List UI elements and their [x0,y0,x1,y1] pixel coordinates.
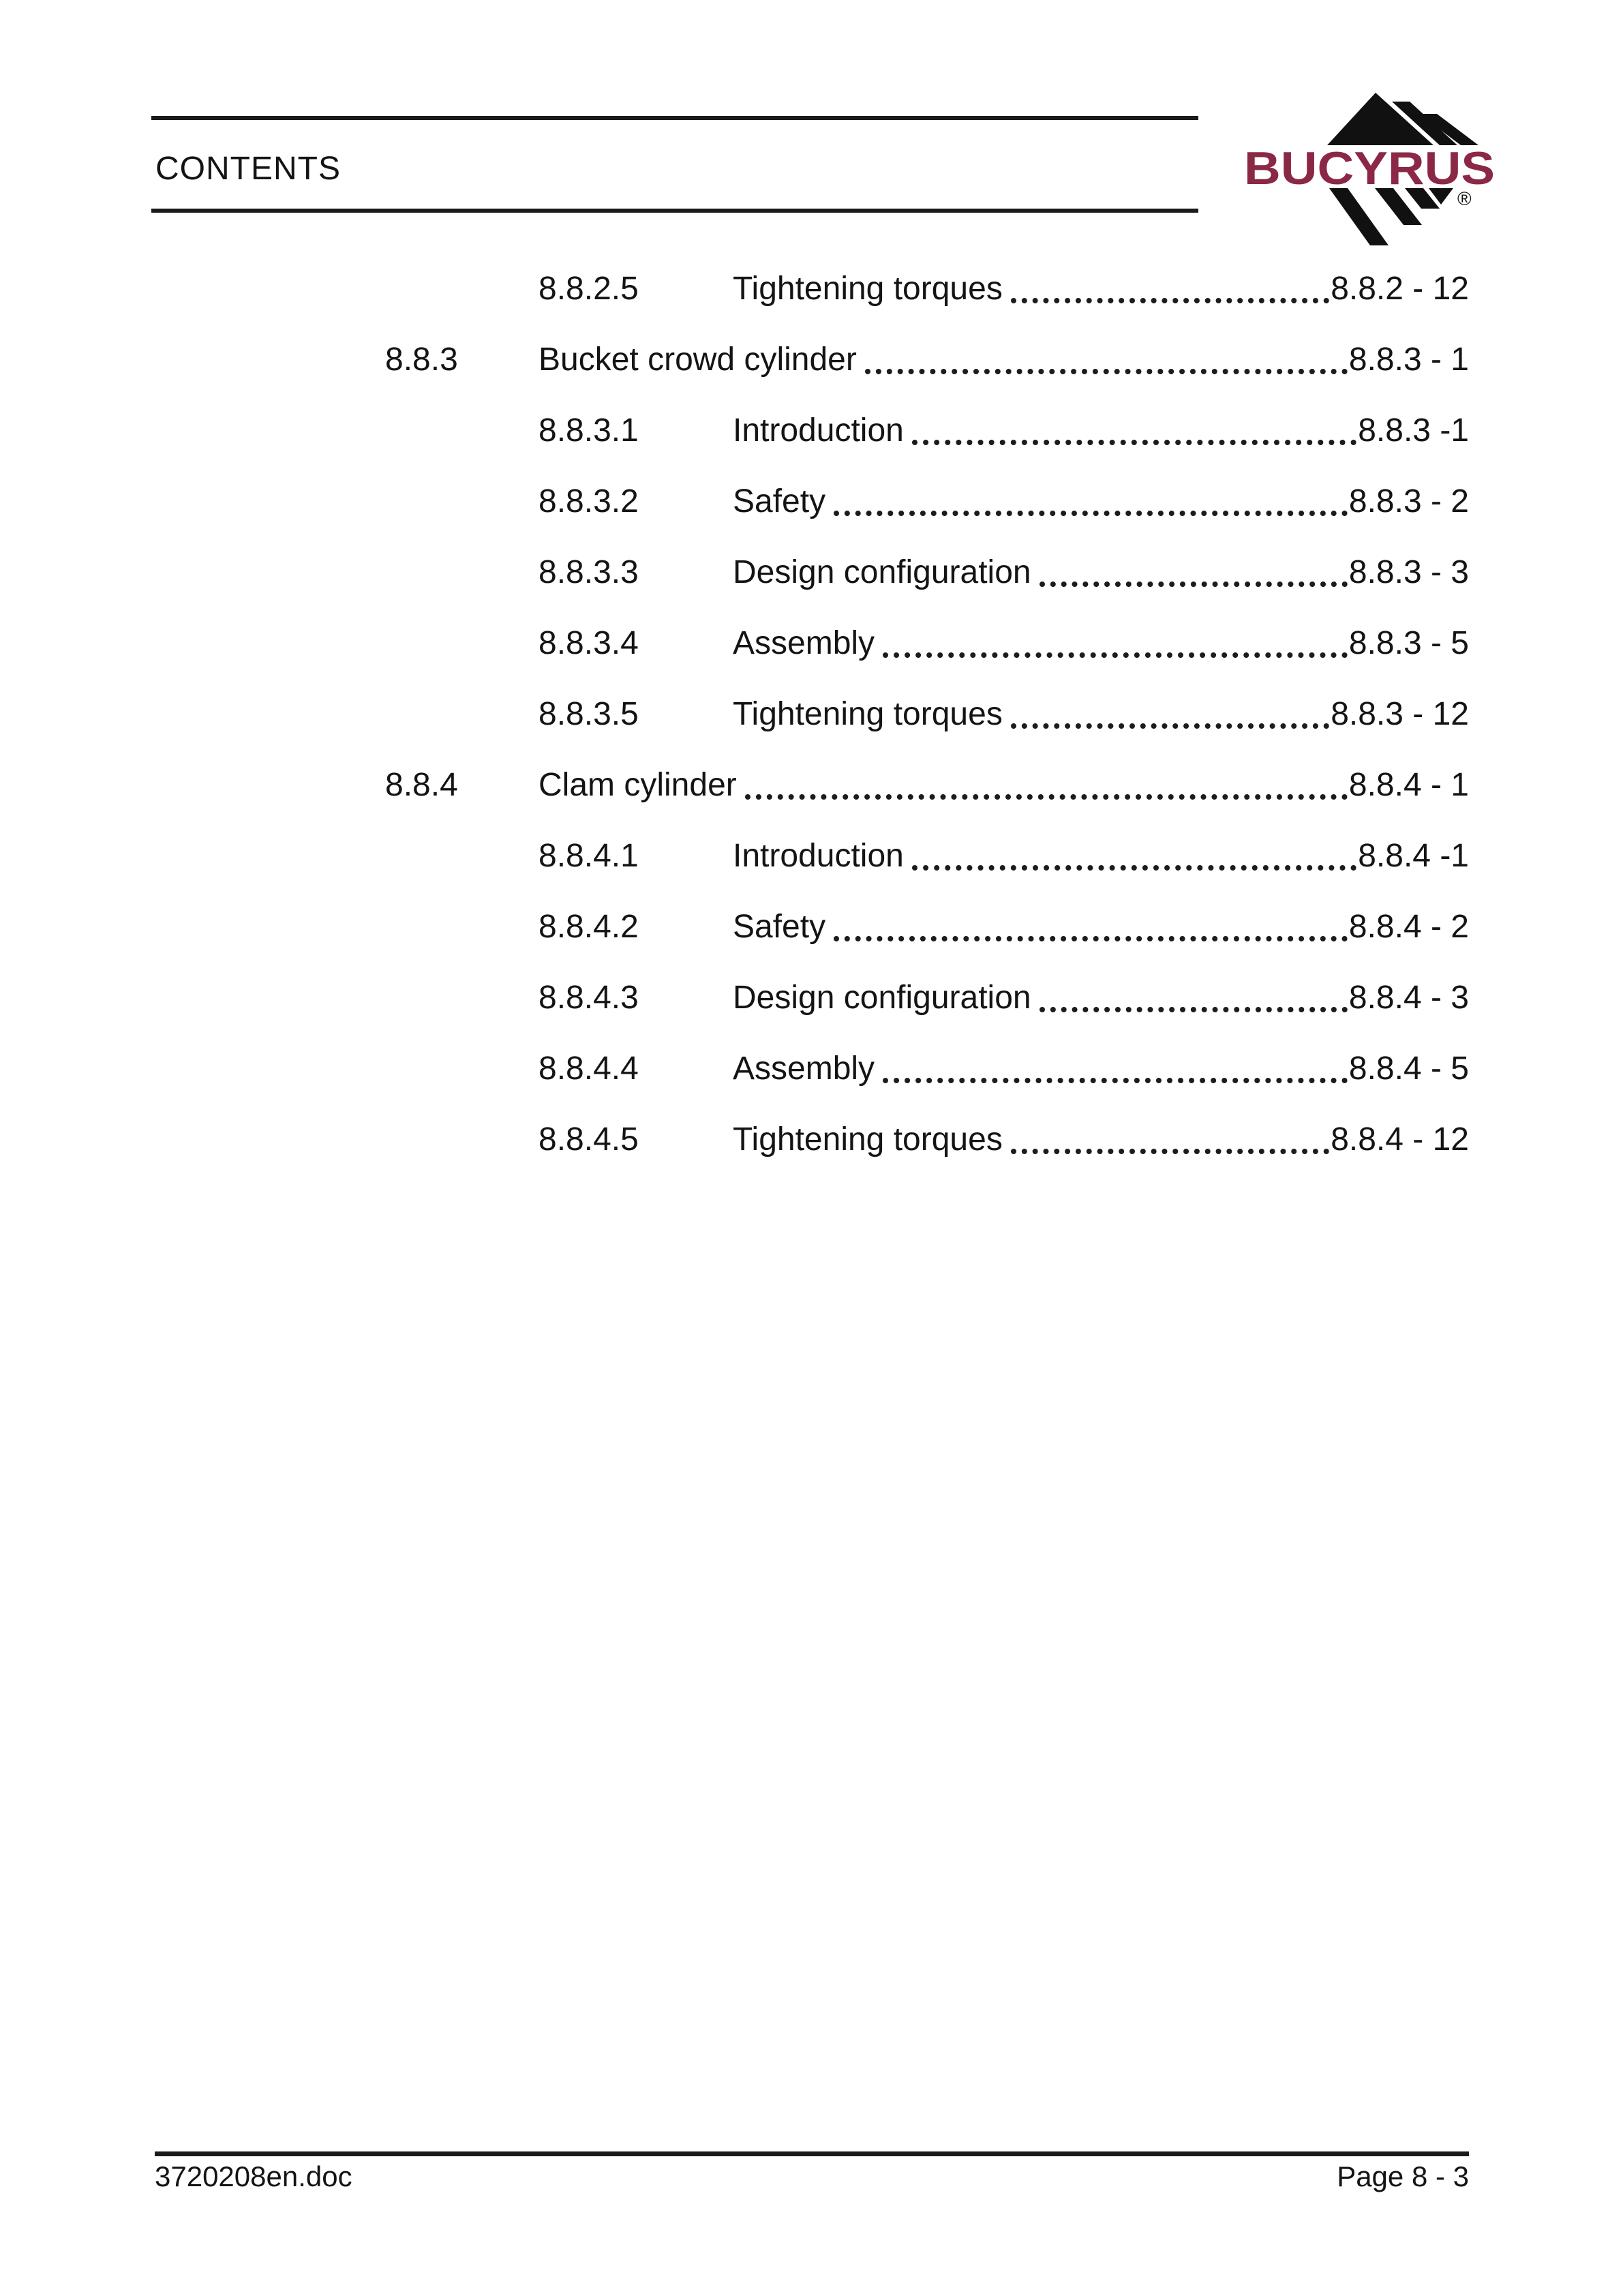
dot-leader [834,511,1348,516]
toc-entry [155,679,1469,750]
dot-leader [912,440,1356,445]
toc-entry-title: Design configuration [733,554,1031,590]
toc-entry-number: 8.8.4.5 [539,1121,639,1158]
toc-entry [155,254,1469,324]
dot-leader [883,1078,1348,1083]
page-title: CONTENTS [155,151,341,187]
toc-entry-page: 8.8.3 - 1 [1348,342,1469,378]
toc-entry-page: 8.8.3 - 12 [1331,696,1469,732]
toc-entry-title: Tightening torques [733,271,1003,307]
page-footer [155,2158,1469,2196]
table-of-contents [155,254,1469,1175]
toc-entry-page: 8.8.4 - 2 [1348,909,1469,945]
header-rule-bottom [151,209,1198,213]
toc-entry-title: Bucket crowd cylinder [539,342,857,378]
dot-leader [745,794,1348,800]
dot-leader [1011,1149,1329,1154]
footer-page-number: Page 8 - 3 [1337,2160,1469,2192]
toc-entry-page: 8.8.4 - 1 [1348,767,1469,803]
toc-entry-title: Safety [733,483,826,519]
dot-leader [834,936,1348,941]
toc-entry-page: 8.8.4 - 5 [1348,1051,1469,1087]
toc-entry-number: 8.8.4.3 [539,980,639,1016]
toc-entry [155,466,1469,537]
toc-entry-number: 8.8.3.1 [539,412,639,449]
dot-leader [865,369,1348,374]
toc-entry-number: 8.8.4.2 [539,909,639,945]
toc-entry [155,963,1469,1033]
toc-entry-title: Safety [733,909,826,945]
toc-entry-number: 8.8.3.4 [539,625,639,661]
toc-entry-number: 8.8.3 [385,342,458,378]
toc-entry-title: Introduction [733,838,904,874]
toc-entry-title: Clam cylinder [539,767,737,803]
bucyrus-logo [1241,80,1506,278]
toc-entry [155,1104,1469,1175]
brand-wordmark: BUCYRUS [1244,142,1495,194]
toc-entry [155,892,1469,963]
toc-entry-page: 8.8.3 -1 [1358,412,1469,449]
toc-entry [155,537,1469,608]
toc-entry-number: 8.8.4 [385,767,458,803]
toc-entry-title: Tightening torques [733,1121,1003,1158]
dot-leader [1040,581,1348,587]
footer-rule [155,2151,1469,2156]
toc-entry-title: Assembly [733,625,875,661]
toc-entry-page: 8.8.3 - 3 [1348,554,1469,590]
dot-leader [1011,298,1329,303]
header-rule-top [151,116,1198,120]
toc-entry-page: 8.8.4 - 3 [1348,980,1469,1016]
toc-entry-number: 8.8.3.5 [539,696,639,732]
toc-entry [155,1033,1469,1104]
toc-entry-page: 8.8.4 - 12 [1331,1121,1469,1158]
toc-entry-number: 8.8.4.4 [539,1051,639,1087]
dot-leader [883,652,1348,658]
toc-entry-title: Tightening torques [733,696,1003,732]
dot-leader [912,865,1356,871]
toc-entry-page: 8.8.4 -1 [1358,838,1469,874]
dot-leader [1011,723,1329,729]
toc-entry-page: 8.8.3 - 5 [1348,625,1469,661]
toc-entry-title: Assembly [733,1051,875,1087]
toc-entry-number: 8.8.3.2 [539,483,639,519]
toc-entry [155,750,1469,821]
registered-trademark-icon: ® [1457,188,1472,209]
toc-entry-page: 8.8.2 - 12 [1331,271,1469,307]
toc-entry [155,324,1469,395]
toc-entry-page: 8.8.3 - 2 [1348,483,1469,519]
toc-entry [155,821,1469,892]
toc-entry [155,608,1469,679]
dot-leader [1040,1007,1348,1012]
toc-entry [155,395,1469,466]
toc-entry-title: Design configuration [733,980,1031,1016]
toc-entry-number: 8.8.3.3 [539,554,639,590]
toc-entry-title: Introduction [733,412,904,449]
toc-entry-number: 8.8.2.5 [539,271,639,307]
toc-entry-number: 8.8.4.1 [539,838,639,874]
footer-file-name: 3720208en.doc [155,2160,352,2192]
